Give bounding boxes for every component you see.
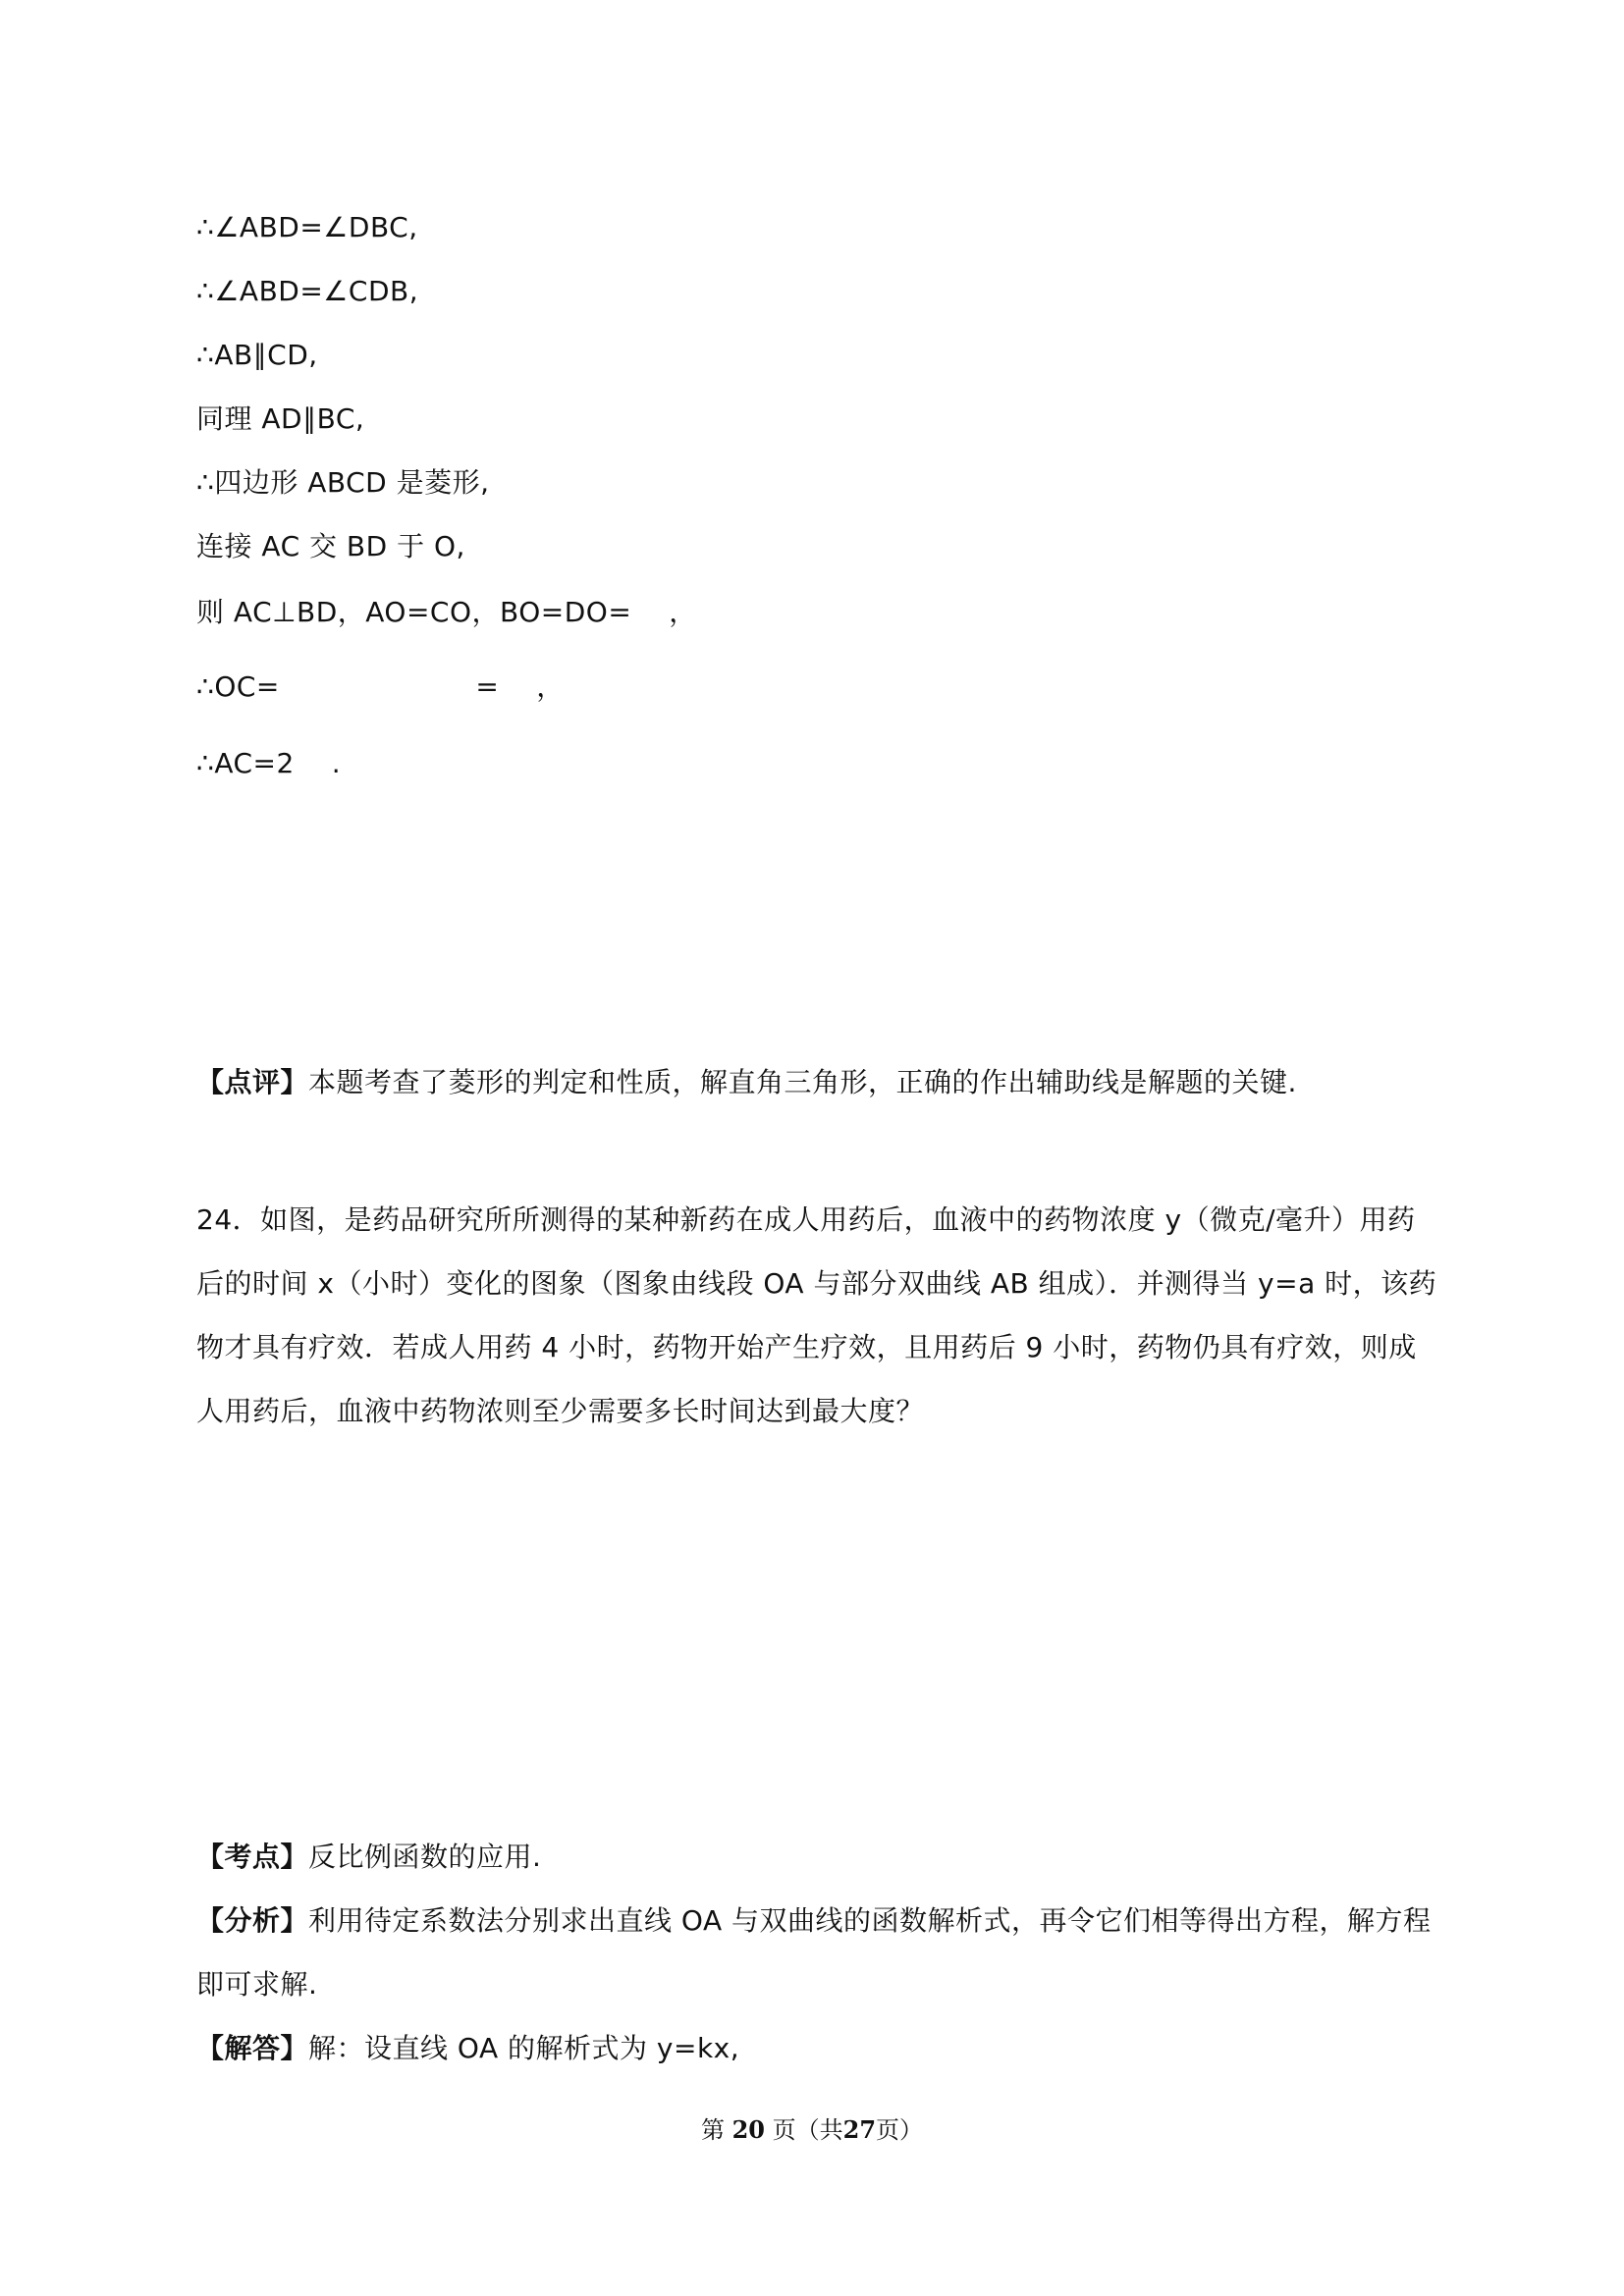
jieda-line: [196, 2029, 739, 2068]
jieda-tag: 【解答】: [196, 2032, 309, 2064]
question-line-2: 后的时间 x（小时）变化的图象（图象由线段 OA 与部分双曲线 AB 组成）．并测得当 y=a 时，该药: [196, 1267, 1437, 1300]
footer-middle: 页（共: [772, 2116, 843, 2144]
question-line-3: 物才具有疗效．若成人用药 4 小时，药物开始产生疗效，且用药后 9 小时，药物仍具有疗效，则成: [196, 1331, 1417, 1363]
fenxi-text: 利用待定系数法分别求出直线 OA 与双曲线的函数解析式，再令它们相等得出方程，解方程: [308, 1904, 1432, 1937]
question-line-4: 人用药后，血液中药物浓则至少需要多长时间达到最大度？: [196, 1395, 925, 1427]
kaodian-line: [196, 1838, 541, 1877]
footer-suffix: 页）: [876, 2116, 924, 2144]
proof-line-9: ∴AC=2 .: [196, 747, 342, 779]
comment-line: [196, 1063, 1297, 1102]
kaodian-text: 反比例函数的应用.: [308, 1841, 542, 1873]
proof-line-6: 连接 AC 交 BD 于 O,: [196, 530, 465, 562]
footer-prefix: 第: [700, 2116, 725, 2144]
kaodian-tag: 【考点】: [196, 1841, 309, 1873]
fenxi-line-2: 即可求解.: [196, 1968, 318, 2001]
comment-text: 本题考查了菱形的判定和性质，解直角三角形，正确的作出辅助线是解题的关键.: [308, 1066, 1297, 1098]
proof-line-4: 同理 AD∥BC,: [196, 402, 365, 435]
page-footer: [0, 2110, 1624, 2145]
proof-line-7: 则 AC⊥BD，AO=CO，BO=DO= ，: [196, 596, 697, 628]
jieda-text: 解：设直线 OA 的解析式为 y=kx,: [308, 2032, 740, 2064]
proof-line-3: ∴AB∥CD,: [196, 339, 318, 371]
proof-line-8: ∴OC= = ，: [196, 670, 565, 703]
fenxi-tag: 【分析】: [196, 1904, 309, 1937]
proof-line-1: ∴∠ABD=∠DBC,: [196, 211, 418, 243]
footer-page-number: 20: [731, 2115, 765, 2144]
proof-line-2: ∴∠ABD=∠CDB,: [196, 275, 419, 307]
question-24: [196, 1188, 1443, 1443]
question-line-1: 24．如图，是药品研究所所测得的某种新药在成人用药后，血液中的药物浓度 y（微克/毫升）用药: [196, 1203, 1416, 1236]
fenxi-line-1: [196, 1901, 1432, 1941]
footer-total-pages: 27: [842, 2115, 877, 2144]
comment-tag: 【点评】: [196, 1066, 309, 1098]
proof-line-5: ∴四边形 ABCD 是菱形,: [196, 466, 490, 499]
